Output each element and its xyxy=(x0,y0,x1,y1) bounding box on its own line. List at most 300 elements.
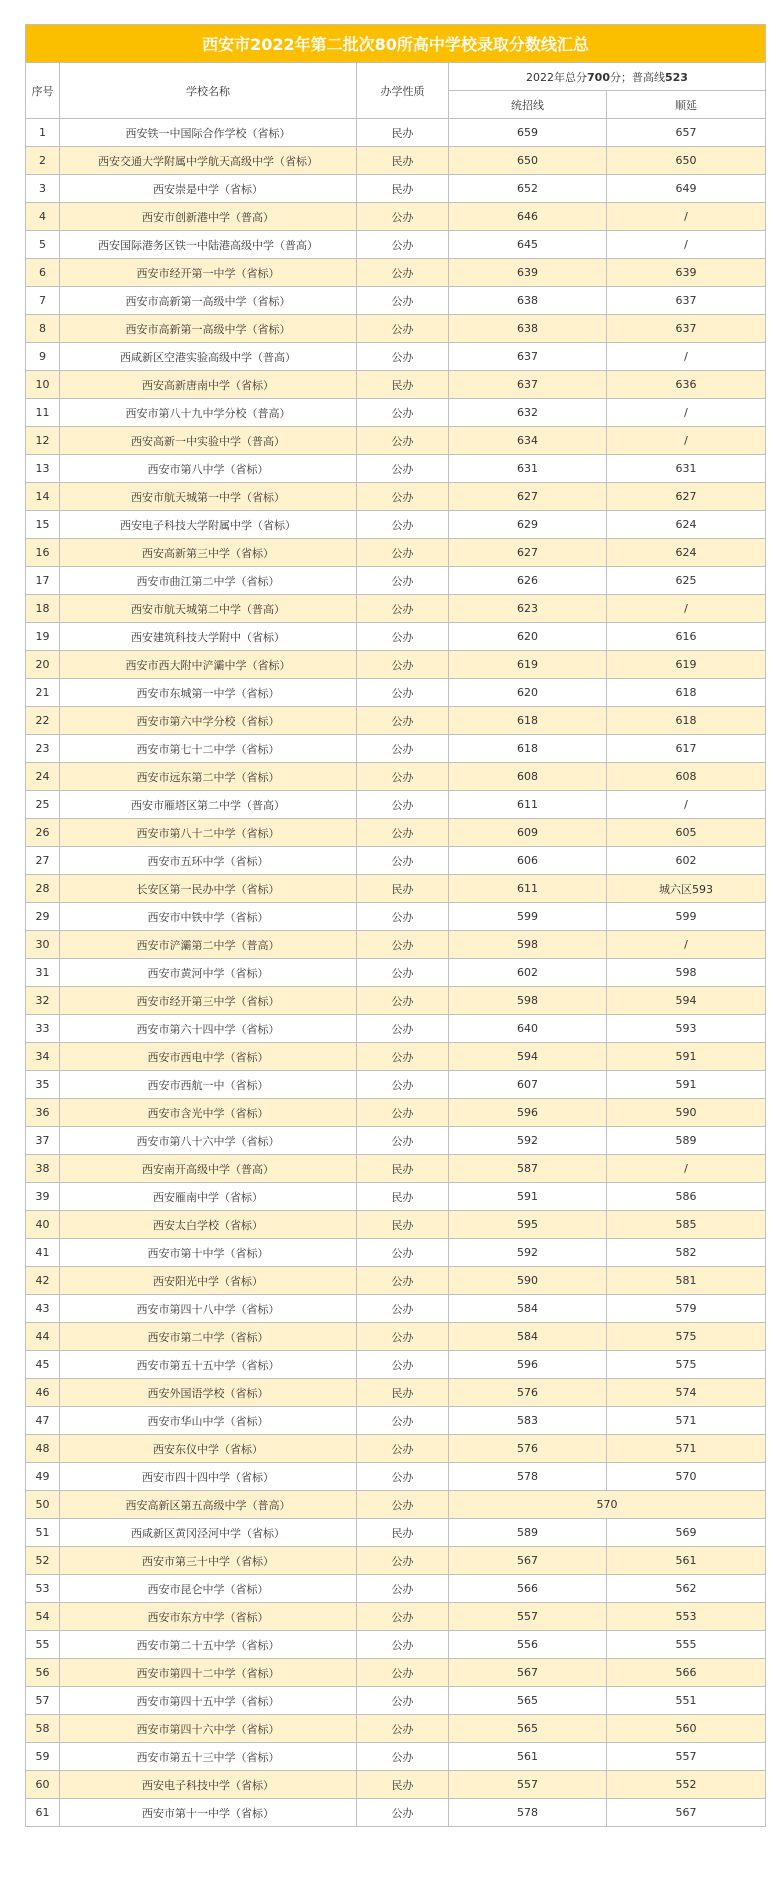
cell-shunyan: 631 xyxy=(607,455,766,483)
cell-merged-score: 570 xyxy=(449,1491,766,1519)
subtitle-line: 523 xyxy=(665,70,688,84)
cell-type: 公办 xyxy=(357,1267,449,1295)
cell-tongzhao: 659 xyxy=(449,119,607,147)
cell-type: 公办 xyxy=(357,539,449,567)
cell-tongzhao: 578 xyxy=(449,1799,607,1827)
cell-tongzhao: 650 xyxy=(449,147,607,175)
table-row xyxy=(26,427,766,455)
cell-tongzhao: 578 xyxy=(449,1463,607,1491)
table-row xyxy=(26,1183,766,1211)
cell-no: 44 xyxy=(26,1323,60,1351)
cell-type: 公办 xyxy=(357,1295,449,1323)
cell-tongzhao: 557 xyxy=(449,1771,607,1799)
cell-shunyan: / xyxy=(607,791,766,819)
header-tongzhao: 统招线 xyxy=(449,91,607,119)
table-row xyxy=(26,259,766,287)
table-row xyxy=(26,539,766,567)
cell-school: 西安市航天城第一中学（省标） xyxy=(60,483,357,511)
cell-shunyan: / xyxy=(607,231,766,259)
cell-school: 西安市远东第二中学（省标） xyxy=(60,763,357,791)
cell-tongzhao: 589 xyxy=(449,1519,607,1547)
cell-school: 西安市第二中学（省标） xyxy=(60,1323,357,1351)
cell-shunyan: / xyxy=(607,427,766,455)
cell-tongzhao: 637 xyxy=(449,371,607,399)
cell-no: 3 xyxy=(26,175,60,203)
cell-shunyan: 637 xyxy=(607,315,766,343)
cell-type: 公办 xyxy=(357,987,449,1015)
cell-tongzhao: 634 xyxy=(449,427,607,455)
cell-school: 西安市黄河中学（省标） xyxy=(60,959,357,987)
cell-type: 公办 xyxy=(357,1015,449,1043)
cell-tongzhao: 599 xyxy=(449,903,607,931)
cell-no: 30 xyxy=(26,931,60,959)
cell-type: 公办 xyxy=(357,1631,449,1659)
cell-type: 公办 xyxy=(357,1743,449,1771)
cell-shunyan: 618 xyxy=(607,679,766,707)
cell-type: 公办 xyxy=(357,1407,449,1435)
table-row xyxy=(26,1295,766,1323)
cell-shunyan: 575 xyxy=(607,1323,766,1351)
cell-no: 14 xyxy=(26,483,60,511)
table-row xyxy=(26,1043,766,1071)
cell-tongzhao: 567 xyxy=(449,1547,607,1575)
cell-no: 46 xyxy=(26,1379,60,1407)
cell-shunyan: 605 xyxy=(607,819,766,847)
cell-school: 西安市第四十八中学（省标） xyxy=(60,1295,357,1323)
cell-type: 公办 xyxy=(357,847,449,875)
cell-shunyan: 627 xyxy=(607,483,766,511)
cell-school: 西安市第十一中学（省标） xyxy=(60,1799,357,1827)
cell-no: 28 xyxy=(26,875,60,903)
cell-type: 公办 xyxy=(357,1463,449,1491)
cell-no: 51 xyxy=(26,1519,60,1547)
cell-shunyan: 599 xyxy=(607,903,766,931)
cell-no: 29 xyxy=(26,903,60,931)
table-row xyxy=(26,203,766,231)
cell-shunyan: 625 xyxy=(607,567,766,595)
cell-tongzhao: 596 xyxy=(449,1099,607,1127)
cell-no: 53 xyxy=(26,1575,60,1603)
cell-type: 公办 xyxy=(357,791,449,819)
cell-type: 公办 xyxy=(357,707,449,735)
cell-shunyan: 579 xyxy=(607,1295,766,1323)
cell-tongzhao: 602 xyxy=(449,959,607,987)
cell-school: 西安太白学校（省标） xyxy=(60,1211,357,1239)
cell-shunyan: / xyxy=(607,1155,766,1183)
cell-type: 公办 xyxy=(357,1071,449,1099)
cell-type: 公办 xyxy=(357,399,449,427)
cell-no: 16 xyxy=(26,539,60,567)
table-row xyxy=(26,175,766,203)
cell-no: 35 xyxy=(26,1071,60,1099)
cell-school: 西安电子科技中学（省标） xyxy=(60,1771,357,1799)
cell-no: 47 xyxy=(26,1407,60,1435)
cell-no: 6 xyxy=(26,259,60,287)
cell-shunyan: 571 xyxy=(607,1435,766,1463)
table-row xyxy=(26,707,766,735)
cell-school: 西咸新区空港实验高级中学（普高） xyxy=(60,343,357,371)
cell-school: 西安市西航一中（省标） xyxy=(60,1071,357,1099)
cell-shunyan: 650 xyxy=(607,147,766,175)
cell-shunyan: 562 xyxy=(607,1575,766,1603)
cell-school: 西安市高新第一高级中学（省标） xyxy=(60,315,357,343)
cell-shunyan: 649 xyxy=(607,175,766,203)
cell-no: 18 xyxy=(26,595,60,623)
cell-school: 西安市第六十四中学（省标） xyxy=(60,1015,357,1043)
cell-shunyan: 624 xyxy=(607,511,766,539)
cell-no: 32 xyxy=(26,987,60,1015)
cell-no: 33 xyxy=(26,1015,60,1043)
table-row xyxy=(26,1547,766,1575)
cell-school: 西安国际港务区铁一中陆港高级中学（普高） xyxy=(60,231,357,259)
cell-tongzhao: 608 xyxy=(449,763,607,791)
cell-type: 公办 xyxy=(357,567,449,595)
cell-tongzhao: 632 xyxy=(449,399,607,427)
cell-tongzhao: 619 xyxy=(449,651,607,679)
cell-no: 36 xyxy=(26,1099,60,1127)
cell-no: 41 xyxy=(26,1239,60,1267)
cell-type: 公办 xyxy=(357,1099,449,1127)
cell-school: 西安市第八十二中学（省标） xyxy=(60,819,357,847)
cell-no: 45 xyxy=(26,1351,60,1379)
cell-no: 22 xyxy=(26,707,60,735)
table-row xyxy=(26,1127,766,1155)
cell-type: 公办 xyxy=(357,931,449,959)
table-row xyxy=(26,987,766,1015)
cell-school: 西安市第七十二中学（省标） xyxy=(60,735,357,763)
cell-no: 27 xyxy=(26,847,60,875)
table-row xyxy=(26,1323,766,1351)
cell-type: 公办 xyxy=(357,959,449,987)
cell-tongzhao: 607 xyxy=(449,1071,607,1099)
cell-shunyan: 593 xyxy=(607,1015,766,1043)
cell-no: 24 xyxy=(26,763,60,791)
cell-type: 公办 xyxy=(357,819,449,847)
table-row xyxy=(26,399,766,427)
cell-shunyan: 560 xyxy=(607,1715,766,1743)
cell-no: 55 xyxy=(26,1631,60,1659)
cell-school: 西安高新唐南中学（省标） xyxy=(60,371,357,399)
table-row xyxy=(26,343,766,371)
cell-tongzhao: 590 xyxy=(449,1267,607,1295)
cell-shunyan: 557 xyxy=(607,1743,766,1771)
cell-shunyan: 581 xyxy=(607,1267,766,1295)
table-row xyxy=(26,1603,766,1631)
cell-school: 西安市经开第三中学（省标） xyxy=(60,987,357,1015)
cell-tongzhao: 631 xyxy=(449,455,607,483)
cell-school: 西安市经开第一中学（省标） xyxy=(60,259,357,287)
table-row xyxy=(26,735,766,763)
cell-school: 西安市东方中学（省标） xyxy=(60,1603,357,1631)
cell-tongzhao: 645 xyxy=(449,231,607,259)
cell-type: 民办 xyxy=(357,119,449,147)
cell-school: 西安市浐灞第二中学（普高） xyxy=(60,931,357,959)
cell-tongzhao: 646 xyxy=(449,203,607,231)
table-row xyxy=(26,1575,766,1603)
cell-tongzhao: 620 xyxy=(449,679,607,707)
subtitle-prefix: 2022年总分 xyxy=(526,70,588,84)
cell-type: 民办 xyxy=(357,1771,449,1799)
cell-no: 4 xyxy=(26,203,60,231)
cell-type: 公办 xyxy=(357,231,449,259)
cell-no: 12 xyxy=(26,427,60,455)
cell-school: 西安南开高级中学（普高） xyxy=(60,1155,357,1183)
header-type: 办学性质 xyxy=(357,63,449,119)
cell-no: 42 xyxy=(26,1267,60,1295)
cell-school: 西安高新一中实验中学（普高） xyxy=(60,427,357,455)
table-row xyxy=(26,651,766,679)
cell-type: 民办 xyxy=(357,175,449,203)
table-row xyxy=(26,595,766,623)
cell-tongzhao: 566 xyxy=(449,1575,607,1603)
table-row xyxy=(26,1155,766,1183)
cell-no: 54 xyxy=(26,1603,60,1631)
cell-shunyan: 602 xyxy=(607,847,766,875)
cell-shunyan: 566 xyxy=(607,1659,766,1687)
cell-no: 52 xyxy=(26,1547,60,1575)
table-row xyxy=(26,1267,766,1295)
cell-type: 公办 xyxy=(357,623,449,651)
score-table-container xyxy=(25,24,765,1827)
cell-type: 民办 xyxy=(357,371,449,399)
cell-school: 西安市第四十二中学（省标） xyxy=(60,1659,357,1687)
cell-shunyan: 590 xyxy=(607,1099,766,1127)
cell-school: 西安铁一中国际合作学校（省标） xyxy=(60,119,357,147)
table-row xyxy=(26,1687,766,1715)
cell-shunyan: 570 xyxy=(607,1463,766,1491)
table-row xyxy=(26,1407,766,1435)
cell-shunyan: 569 xyxy=(607,1519,766,1547)
cell-shunyan: 591 xyxy=(607,1043,766,1071)
cell-tongzhao: 583 xyxy=(449,1407,607,1435)
table-row xyxy=(26,287,766,315)
cell-shunyan: / xyxy=(607,203,766,231)
cell-tongzhao: 595 xyxy=(449,1211,607,1239)
cell-no: 25 xyxy=(26,791,60,819)
cell-no: 8 xyxy=(26,315,60,343)
cell-type: 公办 xyxy=(357,511,449,539)
cell-tongzhao: 556 xyxy=(449,1631,607,1659)
cell-tongzhao: 611 xyxy=(449,875,607,903)
cell-school: 西安市昆仑中学（省标） xyxy=(60,1575,357,1603)
cell-tongzhao: 598 xyxy=(449,931,607,959)
table-row xyxy=(26,819,766,847)
cell-tongzhao: 629 xyxy=(449,511,607,539)
table-row xyxy=(26,875,766,903)
cell-type: 公办 xyxy=(357,1547,449,1575)
cell-school: 西安市西电中学（省标） xyxy=(60,1043,357,1071)
cell-type: 公办 xyxy=(357,1603,449,1631)
cell-tongzhao: 638 xyxy=(449,315,607,343)
table-row xyxy=(26,1015,766,1043)
table-row xyxy=(26,1771,766,1799)
cell-type: 公办 xyxy=(357,1575,449,1603)
cell-tongzhao: 618 xyxy=(449,707,607,735)
cell-school: 西安市雁塔区第二中学（普高） xyxy=(60,791,357,819)
cell-shunyan: 567 xyxy=(607,1799,766,1827)
cell-tongzhao: 594 xyxy=(449,1043,607,1071)
cell-shunyan: 589 xyxy=(607,1127,766,1155)
cell-shunyan: 591 xyxy=(607,1071,766,1099)
table-row xyxy=(26,1743,766,1771)
cell-shunyan: 608 xyxy=(607,763,766,791)
cell-no: 50 xyxy=(26,1491,60,1519)
cell-shunyan: / xyxy=(607,343,766,371)
cell-no: 59 xyxy=(26,1743,60,1771)
cell-school: 西安市西大附中浐灞中学（省标） xyxy=(60,651,357,679)
cell-type: 民办 xyxy=(357,1155,449,1183)
cell-tongzhao: 623 xyxy=(449,595,607,623)
cell-tongzhao: 620 xyxy=(449,623,607,651)
cell-school: 西咸新区黄冈泾河中学（省标） xyxy=(60,1519,357,1547)
cell-school: 西安市第五十三中学（省标） xyxy=(60,1743,357,1771)
cell-type: 公办 xyxy=(357,903,449,931)
cell-tongzhao: 638 xyxy=(449,287,607,315)
cell-type: 公办 xyxy=(357,483,449,511)
cell-tongzhao: 565 xyxy=(449,1687,607,1715)
cell-school: 西安高新第三中学（省标） xyxy=(60,539,357,567)
cell-type: 民办 xyxy=(357,1379,449,1407)
cell-type: 公办 xyxy=(357,1127,449,1155)
table-row xyxy=(26,763,766,791)
table-row xyxy=(26,1239,766,1267)
cell-school: 西安外国语学校（省标） xyxy=(60,1379,357,1407)
cell-shunyan: / xyxy=(607,931,766,959)
subtitle-mid: 分；普高线 xyxy=(610,70,665,84)
table-row xyxy=(26,931,766,959)
cell-tongzhao: 611 xyxy=(449,791,607,819)
cell-no: 31 xyxy=(26,959,60,987)
cell-type: 公办 xyxy=(357,1491,449,1519)
cell-school: 西安交通大学附属中学航天高级中学（省标） xyxy=(60,147,357,175)
cell-shunyan: 639 xyxy=(607,259,766,287)
cell-tongzhao: 652 xyxy=(449,175,607,203)
table-row xyxy=(26,511,766,539)
cell-no: 21 xyxy=(26,679,60,707)
cell-tongzhao: 557 xyxy=(449,1603,607,1631)
cell-school: 西安市第八十九中学分校（普高） xyxy=(60,399,357,427)
cell-shunyan: 636 xyxy=(607,371,766,399)
cell-type: 公办 xyxy=(357,1715,449,1743)
table-row xyxy=(26,1491,766,1519)
table-row xyxy=(26,1659,766,1687)
cell-school: 西安市东城第一中学（省标） xyxy=(60,679,357,707)
cell-type: 公办 xyxy=(357,763,449,791)
cell-no: 17 xyxy=(26,567,60,595)
cell-school: 西安市曲江第二中学（省标） xyxy=(60,567,357,595)
cell-tongzhao: 584 xyxy=(449,1295,607,1323)
cell-no: 11 xyxy=(26,399,60,427)
cell-no: 39 xyxy=(26,1183,60,1211)
table-row xyxy=(26,791,766,819)
table-row xyxy=(26,315,766,343)
cell-school: 西安市创新港中学（普高） xyxy=(60,203,357,231)
table-row xyxy=(26,1379,766,1407)
cell-tongzhao: 592 xyxy=(449,1239,607,1267)
header-subtitle xyxy=(449,63,766,91)
cell-shunyan: 571 xyxy=(607,1407,766,1435)
cell-shunyan: / xyxy=(607,399,766,427)
cell-tongzhao: 626 xyxy=(449,567,607,595)
table-row xyxy=(26,147,766,175)
table-row xyxy=(26,231,766,259)
cell-shunyan: 617 xyxy=(607,735,766,763)
cell-shunyan: 585 xyxy=(607,1211,766,1239)
table-row xyxy=(26,1715,766,1743)
table-row xyxy=(26,847,766,875)
cell-shunyan: 552 xyxy=(607,1771,766,1799)
cell-school: 西安市第八十六中学（省标） xyxy=(60,1127,357,1155)
cell-no: 9 xyxy=(26,343,60,371)
cell-tongzhao: 561 xyxy=(449,1743,607,1771)
cell-shunyan: 561 xyxy=(607,1547,766,1575)
cell-no: 20 xyxy=(26,651,60,679)
cell-type: 民办 xyxy=(357,147,449,175)
table-row xyxy=(26,679,766,707)
cell-tongzhao: 592 xyxy=(449,1127,607,1155)
cell-no: 43 xyxy=(26,1295,60,1323)
cell-tongzhao: 609 xyxy=(449,819,607,847)
cell-no: 58 xyxy=(26,1715,60,1743)
cell-school: 西安电子科技大学附属中学（省标） xyxy=(60,511,357,539)
cell-school: 西安市第八中学（省标） xyxy=(60,455,357,483)
cell-type: 公办 xyxy=(357,315,449,343)
cell-school: 西安市五环中学（省标） xyxy=(60,847,357,875)
cell-no: 48 xyxy=(26,1435,60,1463)
cell-shunyan: 616 xyxy=(607,623,766,651)
table-row xyxy=(26,1351,766,1379)
cell-tongzhao: 576 xyxy=(449,1379,607,1407)
cell-shunyan: 594 xyxy=(607,987,766,1015)
cell-no: 10 xyxy=(26,371,60,399)
cell-no: 57 xyxy=(26,1687,60,1715)
table-row xyxy=(26,1211,766,1239)
cell-tongzhao: 618 xyxy=(449,735,607,763)
cell-school: 西安崇是中学（省标） xyxy=(60,175,357,203)
table-row xyxy=(26,119,766,147)
header-school: 学校名称 xyxy=(60,63,357,119)
cell-type: 民办 xyxy=(357,1183,449,1211)
cell-shunyan: 624 xyxy=(607,539,766,567)
cell-school: 西安雁南中学（省标） xyxy=(60,1183,357,1211)
table-row xyxy=(26,1799,766,1827)
table-row xyxy=(26,1463,766,1491)
cell-type: 公办 xyxy=(357,1351,449,1379)
cell-no: 56 xyxy=(26,1659,60,1687)
cell-shunyan: 553 xyxy=(607,1603,766,1631)
subtitle-total: 700 xyxy=(587,70,610,84)
cell-no: 34 xyxy=(26,1043,60,1071)
cell-no: 61 xyxy=(26,1799,60,1827)
cell-tongzhao: 627 xyxy=(449,539,607,567)
cell-no: 19 xyxy=(26,623,60,651)
table-row xyxy=(26,1071,766,1099)
cell-shunyan: 618 xyxy=(607,707,766,735)
cell-type: 民办 xyxy=(357,1211,449,1239)
cell-shunyan: 575 xyxy=(607,1351,766,1379)
cell-school: 西安市第四十五中学（省标） xyxy=(60,1687,357,1715)
cell-type: 公办 xyxy=(357,735,449,763)
header-shunyan: 顺延 xyxy=(607,91,766,119)
cell-type: 公办 xyxy=(357,595,449,623)
cell-no: 7 xyxy=(26,287,60,315)
cell-shunyan: 657 xyxy=(607,119,766,147)
cell-school: 西安东仪中学（省标） xyxy=(60,1435,357,1463)
cell-school: 西安市航天城第二中学（普高） xyxy=(60,595,357,623)
table-row xyxy=(26,1519,766,1547)
cell-tongzhao: 640 xyxy=(449,1015,607,1043)
cell-shunyan: 582 xyxy=(607,1239,766,1267)
